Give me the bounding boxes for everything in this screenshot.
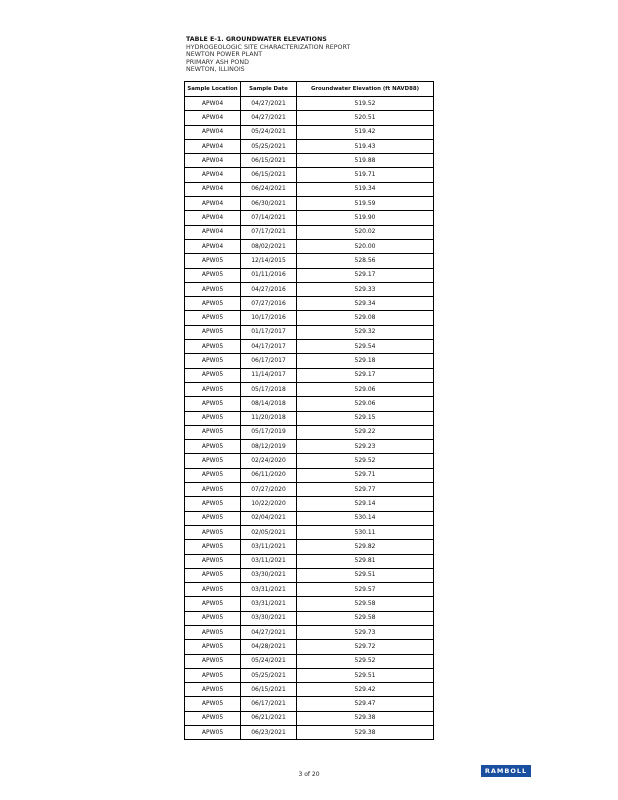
- cell-location: APW05: [185, 625, 241, 639]
- cell-date: 06/11/2020: [241, 468, 297, 482]
- table-row: [185, 668, 434, 682]
- table-row: [185, 168, 434, 182]
- cell-date: 10/17/2016: [241, 311, 297, 325]
- cell-elevation: 519.34: [297, 182, 434, 196]
- cell-elevation: 529.08: [297, 311, 434, 325]
- cell-date: 02/05/2021: [241, 525, 297, 539]
- cell-elevation: 529.71: [297, 468, 434, 482]
- cell-elevation: 530.14: [297, 511, 434, 525]
- cell-location: APW05: [185, 311, 241, 325]
- column-header-elevation: Groundwater Elevation (ft NAVD88): [297, 82, 434, 97]
- cell-elevation: 529.17: [297, 368, 434, 382]
- cell-date: 01/11/2016: [241, 268, 297, 282]
- cell-elevation: 529.17: [297, 268, 434, 282]
- table-row: [185, 282, 434, 296]
- cell-date: 07/17/2021: [241, 225, 297, 239]
- cell-date: 04/27/2021: [241, 111, 297, 125]
- table-row: [185, 397, 434, 411]
- cell-date: 05/17/2019: [241, 425, 297, 439]
- cell-elevation: 520.02: [297, 225, 434, 239]
- cell-location: APW05: [185, 268, 241, 282]
- cell-date: 04/27/2021: [241, 97, 297, 111]
- cell-location: APW05: [185, 411, 241, 425]
- table-row: [185, 597, 434, 611]
- cell-elevation: 529.42: [297, 683, 434, 697]
- table-row: [185, 511, 434, 525]
- cell-location: APW05: [185, 397, 241, 411]
- cell-elevation: 529.38: [297, 726, 434, 740]
- table-row: [185, 640, 434, 654]
- cell-date: 02/24/2020: [241, 454, 297, 468]
- cell-location: APW04: [185, 168, 241, 182]
- cell-location: APW05: [185, 683, 241, 697]
- cell-location: APW05: [185, 254, 241, 268]
- cell-date: 06/17/2021: [241, 697, 297, 711]
- cell-date: 07/27/2020: [241, 483, 297, 497]
- cell-elevation: 529.14: [297, 497, 434, 511]
- cell-date: 11/20/2018: [241, 411, 297, 425]
- cell-elevation: 529.34: [297, 297, 434, 311]
- cell-elevation: 529.06: [297, 382, 434, 396]
- table-row: [185, 540, 434, 554]
- cell-date: 07/14/2021: [241, 211, 297, 225]
- cell-elevation: 529.38: [297, 711, 434, 725]
- cell-location: APW05: [185, 425, 241, 439]
- cell-elevation: 528.56: [297, 254, 434, 268]
- cell-location: APW05: [185, 568, 241, 582]
- cell-location: APW05: [185, 611, 241, 625]
- cell-elevation: 519.90: [297, 211, 434, 225]
- cell-elevation: 529.22: [297, 425, 434, 439]
- table-row: [185, 568, 434, 582]
- table-row: [185, 654, 434, 668]
- cell-location: APW04: [185, 211, 241, 225]
- table-row: [185, 254, 434, 268]
- cell-location: APW05: [185, 540, 241, 554]
- cell-location: APW05: [185, 726, 241, 740]
- cell-location: APW04: [185, 97, 241, 111]
- table-row: [185, 225, 434, 239]
- cell-location: APW05: [185, 511, 241, 525]
- table-row: [185, 726, 434, 740]
- groundwater-elevation-table: [184, 81, 434, 740]
- cell-location: APW04: [185, 139, 241, 153]
- cell-elevation: 519.43: [297, 139, 434, 153]
- table-row: [185, 368, 434, 382]
- cell-location: APW05: [185, 668, 241, 682]
- page-number: 3 of 20: [298, 771, 320, 778]
- cell-location: APW05: [185, 583, 241, 597]
- cell-date: 04/27/2021: [241, 625, 297, 639]
- cell-elevation: 519.42: [297, 125, 434, 139]
- cell-elevation: 529.57: [297, 583, 434, 597]
- table-body: [185, 97, 434, 740]
- cell-location: APW04: [185, 125, 241, 139]
- cell-location: APW05: [185, 340, 241, 354]
- cell-location: APW04: [185, 239, 241, 253]
- cell-location: APW04: [185, 225, 241, 239]
- cell-elevation: 529.77: [297, 483, 434, 497]
- cell-elevation: 529.15: [297, 411, 434, 425]
- table-row: [185, 297, 434, 311]
- cell-location: APW05: [185, 640, 241, 654]
- cell-location: APW05: [185, 525, 241, 539]
- cell-date: 03/31/2021: [241, 597, 297, 611]
- cell-elevation: 529.73: [297, 625, 434, 639]
- cell-date: 12/14/2015: [241, 254, 297, 268]
- table-row: [185, 525, 434, 539]
- cell-date: 06/30/2021: [241, 197, 297, 211]
- cell-elevation: 529.51: [297, 568, 434, 582]
- cell-location: APW05: [185, 382, 241, 396]
- report-name: HYDROGEOLOGIC SITE CHARACTERIZATION REPORT: [186, 43, 351, 51]
- table-row: [185, 239, 434, 253]
- report-header: [186, 36, 350, 74]
- table-row: [185, 125, 434, 139]
- cell-date: 10/22/2020: [241, 497, 297, 511]
- table-row: [185, 611, 434, 625]
- cell-location: APW05: [185, 697, 241, 711]
- cell-location: APW05: [185, 711, 241, 725]
- table-row: [185, 697, 434, 711]
- cell-elevation: 529.18: [297, 354, 434, 368]
- cell-date: 08/02/2021: [241, 239, 297, 253]
- cell-date: 03/31/2021: [241, 583, 297, 597]
- table-row: [185, 425, 434, 439]
- cell-date: 05/17/2018: [241, 382, 297, 396]
- unit-name: PRIMARY ASH POND: [186, 58, 249, 66]
- table-row: [185, 197, 434, 211]
- cell-date: 04/28/2021: [241, 640, 297, 654]
- table-row: [185, 354, 434, 368]
- cell-date: 06/15/2021: [241, 168, 297, 182]
- table-row: [185, 483, 434, 497]
- cell-elevation: 529.47: [297, 697, 434, 711]
- cell-elevation: 529.81: [297, 554, 434, 568]
- cell-date: 03/11/2021: [241, 540, 297, 554]
- cell-elevation: 519.88: [297, 154, 434, 168]
- table-row: [185, 554, 434, 568]
- table-row: [185, 382, 434, 396]
- cell-date: 05/25/2021: [241, 668, 297, 682]
- cell-date: 05/25/2021: [241, 139, 297, 153]
- location-name: NEWTON, ILLINOIS: [186, 66, 245, 74]
- cell-date: 06/15/2021: [241, 683, 297, 697]
- plant-name: NEWTON POWER PLANT: [186, 51, 263, 59]
- cell-date: 08/14/2018: [241, 397, 297, 411]
- cell-elevation: 520.00: [297, 239, 434, 253]
- cell-elevation: 529.23: [297, 440, 434, 454]
- cell-date: 03/30/2021: [241, 568, 297, 582]
- cell-location: APW05: [185, 454, 241, 468]
- table-row: [185, 182, 434, 196]
- cell-location: APW04: [185, 182, 241, 196]
- column-header-date: Sample Date: [241, 82, 297, 97]
- cell-location: APW05: [185, 468, 241, 482]
- cell-date: 01/17/2017: [241, 325, 297, 339]
- cell-date: 07/27/2016: [241, 297, 297, 311]
- table-title: TABLE E-1. GROUNDWATER ELEVATIONS: [186, 36, 327, 43]
- cell-location: APW05: [185, 354, 241, 368]
- table-row: [185, 454, 434, 468]
- table-row: [185, 154, 434, 168]
- table-row: [185, 340, 434, 354]
- cell-location: APW05: [185, 368, 241, 382]
- cell-elevation: 529.52: [297, 654, 434, 668]
- cell-location: APW05: [185, 282, 241, 296]
- cell-date: 06/17/2017: [241, 354, 297, 368]
- cell-elevation: 519.59: [297, 197, 434, 211]
- cell-date: 03/30/2021: [241, 611, 297, 625]
- column-header-location: Sample Location: [185, 82, 241, 97]
- table-row: [185, 311, 434, 325]
- cell-location: APW05: [185, 440, 241, 454]
- cell-elevation: 519.71: [297, 168, 434, 182]
- cell-elevation: 529.58: [297, 597, 434, 611]
- table-row: [185, 625, 434, 639]
- table-row: [185, 97, 434, 111]
- ramboll-logo: RAMBOLL: [481, 765, 531, 777]
- cell-location: APW04: [185, 197, 241, 211]
- table-row: [185, 683, 434, 697]
- cell-elevation: 529.06: [297, 397, 434, 411]
- table-row: [185, 468, 434, 482]
- table-row: [185, 325, 434, 339]
- cell-location: APW05: [185, 297, 241, 311]
- table-header-row: [185, 82, 434, 97]
- cell-location: APW05: [185, 597, 241, 611]
- cell-elevation: 529.82: [297, 540, 434, 554]
- cell-date: 08/12/2019: [241, 440, 297, 454]
- cell-date: 05/24/2021: [241, 654, 297, 668]
- cell-elevation: 529.52: [297, 454, 434, 468]
- cell-date: 05/24/2021: [241, 125, 297, 139]
- cell-elevation: 529.58: [297, 611, 434, 625]
- cell-location: APW05: [185, 497, 241, 511]
- cell-date: 04/17/2017: [241, 340, 297, 354]
- table-row: [185, 711, 434, 725]
- cell-elevation: 520.51: [297, 111, 434, 125]
- table-row: [185, 411, 434, 425]
- table-row: [185, 268, 434, 282]
- cell-elevation: 529.72: [297, 640, 434, 654]
- table-row: [185, 583, 434, 597]
- cell-date: 06/23/2021: [241, 726, 297, 740]
- cell-date: 11/14/2017: [241, 368, 297, 382]
- cell-location: APW05: [185, 654, 241, 668]
- cell-date: 06/21/2021: [241, 711, 297, 725]
- cell-elevation: 529.51: [297, 668, 434, 682]
- cell-location: APW05: [185, 325, 241, 339]
- cell-location: APW04: [185, 111, 241, 125]
- cell-location: APW04: [185, 154, 241, 168]
- cell-elevation: 530.11: [297, 525, 434, 539]
- cell-elevation: 529.33: [297, 282, 434, 296]
- cell-date: 04/27/2016: [241, 282, 297, 296]
- table-row: [185, 111, 434, 125]
- cell-date: 02/04/2021: [241, 511, 297, 525]
- table-row: [185, 211, 434, 225]
- cell-elevation: 519.52: [297, 97, 434, 111]
- cell-date: 03/11/2021: [241, 554, 297, 568]
- table-row: [185, 139, 434, 153]
- cell-elevation: 529.32: [297, 325, 434, 339]
- cell-elevation: 529.54: [297, 340, 434, 354]
- cell-date: 06/24/2021: [241, 182, 297, 196]
- cell-location: APW05: [185, 554, 241, 568]
- table-row: [185, 497, 434, 511]
- cell-location: APW05: [185, 483, 241, 497]
- table-row: [185, 440, 434, 454]
- cell-date: 06/15/2021: [241, 154, 297, 168]
